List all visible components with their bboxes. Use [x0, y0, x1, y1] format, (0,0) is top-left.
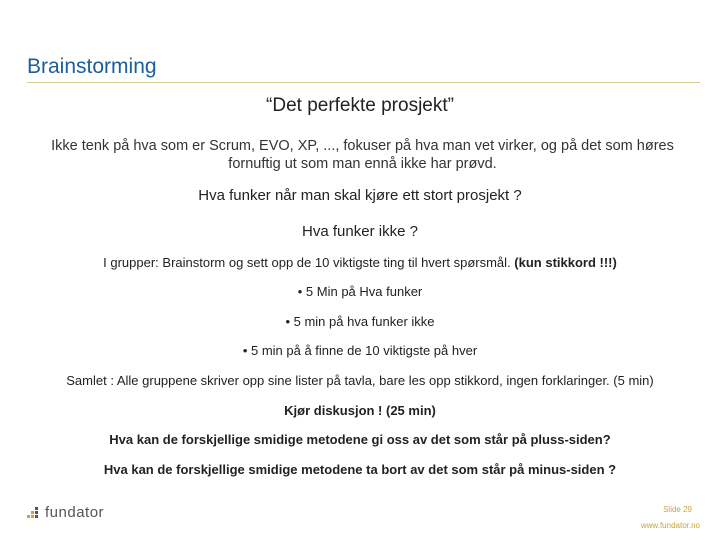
discussion-text: Kjør diskusjon ! (25 min) [284, 403, 436, 418]
question-works: Hva funker når man skal kjøre ett stort prosjekt ? [198, 187, 522, 204]
header-title: Brainstorming [27, 55, 157, 78]
group-instruction [0, 255, 720, 270]
instruction-text: I grupper: Brainstorm og sett opp de 10 viktigste ting til hvert spørsmål. [103, 255, 511, 270]
bullet-item: • 5 Min på Hva funker [297, 284, 423, 299]
fundator-logo [27, 503, 104, 521]
minus-question: Hva kan de forskjellige smidige metodene ta bort av det som står på minus-siden ? [103, 462, 617, 477]
slide-title: “Det perfekte prosjekt” [266, 95, 454, 116]
slide-number: Slide 29 [663, 505, 692, 514]
bullet-item: • 5 min på å finne de 10 viktigste på hver [242, 343, 478, 358]
summary-text: Samlet : Alle gruppene skriver opp sine lister på tavla, bare les opp stikkord, ingen forklaringer. (5 min) [66, 373, 654, 388]
logo-dots-icon [27, 505, 43, 519]
instruction-emphasis: (kun stikkord !!!) [514, 255, 617, 270]
plus-question: Hva kan de forskjellige smidige metodene gi oss av det som står på pluss-siden? [109, 432, 611, 447]
logo-text: fundator [45, 503, 105, 521]
bullet-item: • 5 min på hva funker ikke [285, 314, 435, 329]
header-divider [27, 82, 700, 83]
question-not-works: Hva funker ikke ? [302, 223, 418, 240]
footer-url: www.fundator.no [640, 521, 700, 530]
intro-text: Ikke tenk på hva som er Scrum, EVO, XP, ..., fokuser på hva man vet virker, og på det som høres fornuftig ut som man ennå ikke har prøvd. [51, 138, 674, 172]
